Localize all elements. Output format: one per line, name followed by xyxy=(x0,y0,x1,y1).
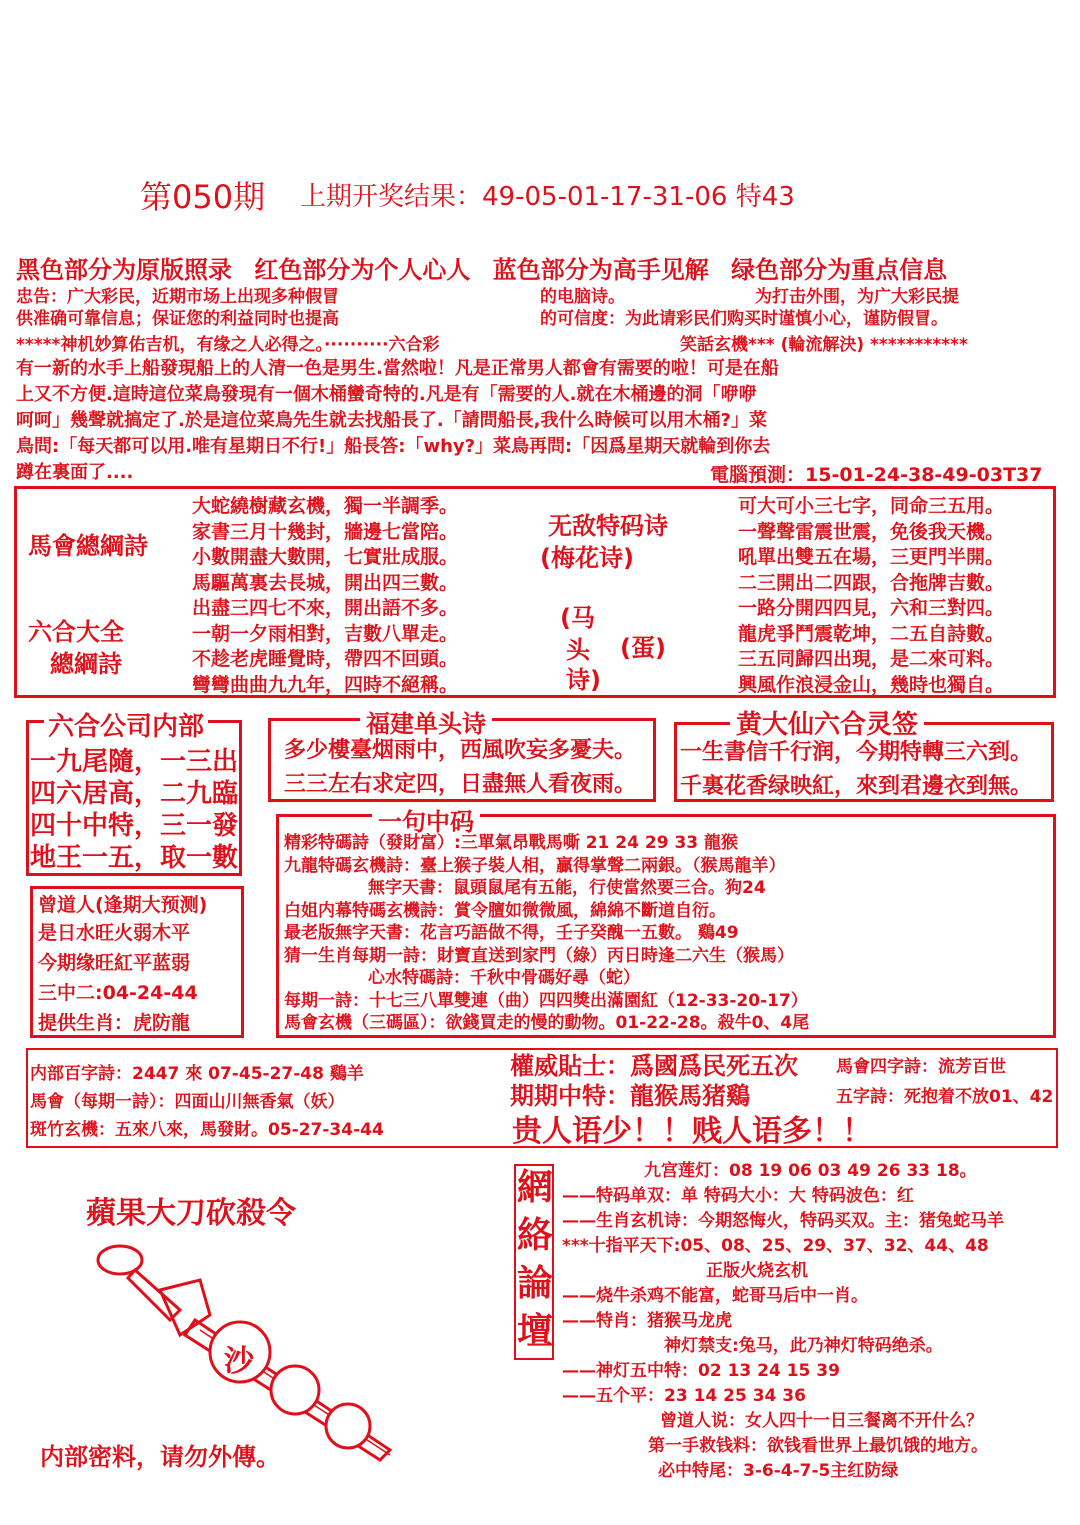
poem-mid-title-2: (梅花诗) xyxy=(540,544,634,572)
joke-line: 有一新的水手上船發現船上的人清一色是男生.當然啦！凡是正常男人都會有需要的啦！可是在船 xyxy=(16,358,779,379)
one-line-lines xyxy=(284,832,809,1035)
slogan: 贵人语少！！贱人语多！！ xyxy=(512,1114,872,1149)
poem-right-line: 吼單出雙五在場，三更門半開。 xyxy=(738,546,1005,568)
one-line-line: 精彩特碼詩（發財富）:三單氣昂戰馬嘶 21 24 29 33 龍猴 xyxy=(284,833,739,853)
legend-blue: 蓝色部分为高手见解 xyxy=(492,256,709,284)
inside-line: 斑竹玄機：五來八來，馬發財。05-27-34-44 xyxy=(30,1120,384,1140)
one-line-line: 猜一生肖每期一詩：財寶直送到家門（綠）丙日時逢二六生（猴馬） xyxy=(284,945,794,966)
forum-line: 必中特尾：3-6-4-7-5主红防绿 xyxy=(658,1461,899,1481)
forum-char: 壇 xyxy=(517,1311,554,1352)
knife-footer: 内部密料，请勿外傳。 xyxy=(40,1443,280,1471)
inside-line: 内部百字詩：2447 來 07-45-27-48 鷄羊 xyxy=(30,1064,364,1084)
legend-black: 黑色部分为原版照录 xyxy=(16,256,232,284)
fujian-title: 福建单头诗 xyxy=(360,704,492,739)
poem-left-column xyxy=(192,494,458,698)
poem-right-line: 一聲聲雷震世震，免後我天機。 xyxy=(738,520,1005,543)
poem-left-line: 馬驅萬裏去長城，開出四三數。 xyxy=(192,571,459,594)
period-tip: 期期中特：龍猴馬猪鷄 xyxy=(510,1082,750,1110)
poem-left-line: 彎彎曲曲九九年，四時不絕稱。 xyxy=(192,673,459,696)
fujian-line: 多少樓臺烟雨中，西風吹妄多憂夫。 xyxy=(284,738,637,763)
poem-mid-tou-4: 诗) xyxy=(566,666,601,694)
issue-number: 第050期 xyxy=(140,178,266,216)
one-line-line: 最老版無字天書：花言巧語做不得，壬子癸醜一五數。 鷄49 xyxy=(284,923,739,943)
joke-line: 鳥問:「每天都可以用.唯有星期日不行!」船長答:「why?」菜鳥再問:「因爲星期天就輪到你去 xyxy=(16,436,771,457)
fujian-line: 三三左右求定四，日盡無人看夜雨。 xyxy=(284,772,637,797)
forum-line: 曾道人说：女人四十一日三餐离不开什么？ xyxy=(660,1411,983,1431)
inside-line: 馬會（每期一詩）：四面山川無香氣（妖） xyxy=(30,1092,345,1112)
period-right: 五字詩：死抱着不放01、42 xyxy=(836,1087,1054,1107)
forum-line: 第一手救钱料：欲钱看世界上最饥饿的地方。 xyxy=(648,1436,988,1456)
wong-line: 千裏花香绿映紅，來到君邊衣到無。 xyxy=(680,774,1033,799)
poem-left-line: 不趁老虎睡覺時，帶四不回頭。 xyxy=(192,648,459,670)
company-lines xyxy=(30,746,238,874)
poem-right-line: 三五同歸四出現，是二來可料。 xyxy=(738,648,1005,670)
forum-line: ——特码单双：单 特码大小：大 特码波色：红 xyxy=(562,1186,914,1206)
company-line: 四六居高，二九臨 xyxy=(30,779,239,809)
poem-mid-tou-2: 头 xyxy=(566,636,590,664)
fujian-lines xyxy=(284,734,636,802)
forum-line: ——烧牛杀鸡不能富，蛇哥马后中一肖。 xyxy=(562,1286,868,1306)
wong-title: 黄大仙六合灵签 xyxy=(730,704,924,741)
knife-emblem-char: 沙 xyxy=(224,1344,254,1379)
poem-label-2b: 總綱詩 xyxy=(50,650,122,678)
knife-handle-icon xyxy=(128,1270,180,1320)
poem-label-2a: 六合大全 xyxy=(28,618,124,646)
zeng-line: 是日水旺火弱木平 xyxy=(38,922,191,944)
poem-right-line: 可大可小三七字，同命三五用。 xyxy=(738,495,1005,517)
poem-right-column xyxy=(738,494,1004,698)
zeng-line: 三中二:04-24-44 xyxy=(38,982,198,1004)
one-line-line: 心水特碼詩：千秋中骨碼好尋（蛇） xyxy=(368,968,640,988)
knife-title: 蘋果大刀砍殺令 xyxy=(86,1196,296,1231)
poem-left-line: 出盡三四七不來，開出語不多。 xyxy=(192,597,459,619)
poem-left-line: 大蛇繞樹藏玄機，獨一半調季。 xyxy=(192,495,459,517)
poem-right-line: 龍虎爭鬥震乾坤，二五自詩數。 xyxy=(738,622,1005,645)
forum-vertical-title xyxy=(517,1164,553,1356)
poem-mid-tou-1: (马 xyxy=(560,604,595,632)
last-result-value: 49-05-01-17-31-06 特43 xyxy=(482,182,795,212)
one-line-line: 白姐内幕特碼玄機詩：賞令膻如微微風，綿綿不斷道自衍。 xyxy=(284,900,726,921)
forum-line: ——五个平：23 14 25 34 36 xyxy=(562,1386,806,1406)
forum-line: 正版火烧玄机 xyxy=(706,1261,808,1281)
notice-line2a: 供准确可靠信息；保证您的利益同时也提高 xyxy=(16,309,339,329)
wong-line: 一生書信千行润，今期特轉三六到。 xyxy=(680,740,1033,765)
forum-char: 網 xyxy=(517,1167,554,1208)
forum-line: ——神灯五中特：02 13 24 15 39 xyxy=(562,1361,840,1381)
notice-line2b: 的可信度：为此请彩民们购买时谨慎小心，谨防假冒。 xyxy=(540,309,948,329)
one-line-line: 每期一詩：十七三八單雙連（曲）四四獎出滿園紅（12-33-20-17） xyxy=(284,990,808,1011)
poem-label-1: 馬會總綱詩 xyxy=(28,532,148,560)
poem-left-line: 小數開盡大數開，七實壯成服。 xyxy=(192,546,459,568)
last-result-label: 上期开奖结果： xyxy=(300,182,483,212)
forum-line: ——特肖：猪猴马龙虎 xyxy=(562,1311,732,1331)
zeng-line: 提供生肖：虎防龍 xyxy=(38,1012,191,1034)
forum-line: 九宫莲灯：08 19 06 03 49 26 33 18。 xyxy=(644,1161,977,1181)
last-result xyxy=(300,176,795,213)
wong-lines xyxy=(680,736,1032,804)
poem-left-line: 一朝一夕雨相對，吉數八單走。 xyxy=(192,622,459,645)
joke-head-right: 笑話玄機*** (輪流解決) *********** xyxy=(680,335,968,355)
legend-row xyxy=(16,250,947,285)
one-line-line: 馬會玄機（三碼區）：欲錢買走的慢的動物。01-22-28。殺牛0、4尾 xyxy=(284,1013,810,1033)
joke-line: 呵呵」幾聲就搞定了.於是這位菜鳥先生就去找船長了.「請問船長,我什么時候可以用木桶?」菜 xyxy=(16,410,767,431)
zeng-line: 今期缘旺紅平蓝弱 xyxy=(38,952,191,974)
zeng-title: 曾道人(逢期大预测) xyxy=(38,894,208,916)
zeng-lines xyxy=(38,918,198,1038)
poem-mid-title-1: 无敌特码诗 xyxy=(548,512,668,540)
authority-right: 馬會四字詩：流芳百世 xyxy=(836,1057,1006,1077)
forum-line: 神灯禁支:兔马，此乃神灯特码绝杀。 xyxy=(664,1336,943,1356)
poem-right-line: 一路分開四四見，六和三對四。 xyxy=(738,597,1005,619)
company-line: 一九尾隨，一三出 xyxy=(30,747,239,777)
knife-illustration xyxy=(90,1240,420,1470)
poem-left-line: 家書三月十幾封，牆邊七當陪。 xyxy=(192,520,459,543)
forum-line: ***十指平天下:05、08、25、29、37、32、44、48 xyxy=(562,1236,989,1256)
poem-right-line: 二三開出二四跟，合拖牌吉數。 xyxy=(738,571,1005,594)
forum-line: ——生肖玄机诗：今期怒悔火，特码买双。主：猪兔蛇马羊 xyxy=(562,1211,1004,1231)
computer-forecast: 電腦預測：15-01-24-38-49-03T37 xyxy=(710,464,1043,486)
one-line-title: 一句中码 xyxy=(372,802,480,837)
notice-line1a: 忠告：广大彩民，近期市场上出现多种假冒 xyxy=(16,287,339,307)
poem-mid-tou-3: (蛋) xyxy=(620,634,666,662)
joke-head-left: *****神机妙算佑吉机，有缘之人必得之。··········六合彩 xyxy=(16,335,440,355)
forum-char: 論 xyxy=(517,1263,554,1304)
notice-line1b: 的电脑诗。 xyxy=(540,287,625,307)
company-line: 四十中特，三一發 xyxy=(30,811,239,841)
inside-lines xyxy=(30,1060,384,1144)
forum-char: 絡 xyxy=(517,1215,554,1256)
authority-tip: 權威貼士：爲國爲民死五次 xyxy=(510,1052,798,1080)
company-title: 六合公司内部 xyxy=(44,706,208,743)
notice-line1c: 为打击外围，为广大彩民提 xyxy=(755,287,959,307)
joke-line: 上又不方便.這時這位菜鳥發現有一個木桶蠻奇特的.凡是有「需要的人.就在木桶邊的洞「咿咿 xyxy=(16,384,757,405)
legend-red: 红色部分为个人心人 xyxy=(254,256,471,284)
one-line-line: 九龍特碼玄機詩：臺上猴子裝人相，贏得掌聲二兩銀。（猴馬龍羊） xyxy=(284,855,786,876)
legend-green: 绿色部分为重点信息 xyxy=(731,256,948,284)
joke-line: 蹲在裏面了.... xyxy=(16,462,134,483)
company-line: 地王一五，取一數 xyxy=(30,843,239,873)
poem-right-line: 興風作浪浸金山，幾時也獨自。 xyxy=(738,673,1005,696)
one-line-line: 無字天書：鼠頭鼠尾有五能，行使當然要三合。狗24 xyxy=(368,878,766,898)
